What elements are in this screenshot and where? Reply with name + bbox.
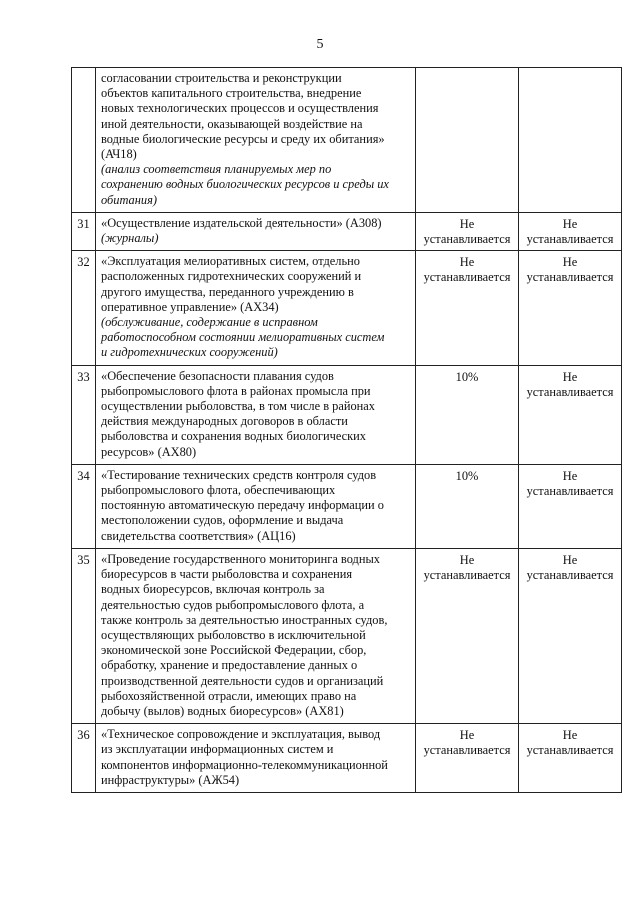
- description-line: «Осуществление издательской деятельности» (А308): [101, 215, 382, 230]
- value-column-2: Не устанавливается: [519, 251, 622, 365]
- description-line: «Эксплуатация мелиоративных систем, отдельно: [101, 254, 360, 269]
- description-line: также контроль за деятельностью иностранных судов,: [101, 612, 388, 627]
- value-column-2: Не устанавливается: [519, 365, 622, 464]
- description-note-line: (журналы): [101, 231, 159, 246]
- value-column-1: Не устанавливается: [416, 548, 519, 723]
- description-line: объектов капитального строительства, внедрение: [101, 86, 362, 101]
- table-row: [72, 464, 622, 548]
- value-column-1: 10%: [416, 365, 519, 464]
- description-note-line: обитания): [101, 192, 157, 207]
- description-line: рыбохозяйственной отрасли, имеющих право на: [101, 688, 357, 703]
- description-line: «Тестирование технических средств контроля судов: [101, 467, 377, 482]
- table-row: [72, 548, 622, 723]
- row-number: 33: [72, 365, 96, 464]
- description-line: постоянную автоматическую передачу информации о: [101, 498, 384, 513]
- row-description: [96, 464, 416, 548]
- row-description: [96, 548, 416, 723]
- description-line: производственной деятельности судов и организаций: [101, 673, 384, 688]
- row-number: 34: [72, 464, 96, 548]
- table-row: [72, 68, 622, 213]
- description-line: иной деятельности, оказывающей воздействие на: [101, 116, 363, 131]
- document-table: [71, 67, 622, 793]
- description-line: биоресурсов в части рыболовства и сохранения: [101, 567, 353, 582]
- value-column-1: [416, 68, 519, 213]
- description-line: из эксплуатации информационных систем и: [101, 742, 334, 757]
- row-description: [96, 365, 416, 464]
- row-description: [96, 724, 416, 793]
- value-column-2: Не устанавливается: [519, 548, 622, 723]
- description-line: компонентов информационно-телекоммуникационной: [101, 757, 388, 772]
- description-line: добычу (вылов) водных биоресурсов» (АХ81): [101, 703, 344, 718]
- description-line: действия международных договоров в области: [101, 414, 348, 429]
- description-note-line: работоспособном состоянии мелиоративных систем: [101, 330, 385, 345]
- description-line: осуществлении рыболовства, в том числе в районах: [101, 399, 376, 414]
- description-line: «Проведение государственного мониторинга водных: [101, 551, 380, 566]
- row-number: 36: [72, 724, 96, 793]
- value-column-1: Не устанавливается: [416, 212, 519, 250]
- description-line: водные биологические ресурсы и среду их обитания»: [101, 131, 385, 146]
- value-column-1: Не устанавливается: [416, 724, 519, 793]
- description-note-line: (обслуживание, содержание в исправном: [101, 315, 318, 330]
- table-row: [72, 724, 622, 793]
- row-number: 35: [72, 548, 96, 723]
- value-column-1: 10%: [416, 464, 519, 548]
- value-column-1: Не устанавливается: [416, 251, 519, 365]
- description-line: другого имущества, переданного учреждению в: [101, 284, 354, 299]
- description-line: ресурсов» (АХ80): [101, 444, 197, 459]
- value-column-2: Не устанавливается: [519, 724, 622, 793]
- description-line: осуществляющих рыболовство в исключительной: [101, 627, 366, 642]
- description-line: рыбопромыслового флота, обеспечивающих: [101, 483, 336, 498]
- value-column-2: [519, 68, 622, 213]
- description-line: обработку, хранение и предоставление данных о: [101, 658, 358, 673]
- description-line: деятельностью судов рыбопромыслового флота, а: [101, 597, 365, 612]
- description-line: рыбопромыслового флота в районах промысла при: [101, 383, 371, 398]
- description-line: экономической зоне Российской Федерации, сбор,: [101, 643, 367, 658]
- description-line: свидетельства соответствия» (АЦ16): [101, 528, 296, 543]
- value-column-2: Не устанавливается: [519, 464, 622, 548]
- table-row: [72, 251, 622, 365]
- description-line: (АЧ18): [101, 147, 137, 162]
- page-number: 5: [316, 37, 324, 52]
- description-line: рыболовства и сохранения водных биологических: [101, 429, 367, 444]
- description-line: «Обеспечение безопасности плавания судов: [101, 368, 334, 383]
- description-line: согласовании строительства и реконструкции: [101, 71, 342, 85]
- table-row: [72, 212, 622, 250]
- description-line: инфраструктуры» (АЖ54): [101, 772, 240, 787]
- row-description: [96, 251, 416, 365]
- description-line: «Техническое сопровождение и эксплуатация, вывод: [101, 727, 381, 742]
- description-line: местоположении судов, оформление и выдача: [101, 513, 344, 528]
- description-line: водных биоресурсов, включая контроль за: [101, 582, 325, 597]
- description-line: расположенных гидротехнических сооружений и: [101, 269, 362, 284]
- row-description: [96, 212, 416, 250]
- description-note-line: и гидротехнических сооружений): [101, 345, 278, 360]
- description-line: новых технологических процессов и осуществления: [101, 101, 379, 116]
- description-note-line: (анализ соответствия планируемых мер по: [101, 162, 332, 177]
- table-row: [72, 365, 622, 464]
- row-number: 31: [72, 212, 96, 250]
- value-column-2: Не устанавливается: [519, 212, 622, 250]
- row-description: [96, 68, 416, 213]
- description-line: оперативное управление» (АХ34): [101, 299, 279, 314]
- description-note-line: сохранению водных биологических ресурсов и среды их: [101, 177, 389, 192]
- row-number: [72, 68, 96, 213]
- row-number: 32: [72, 251, 96, 365]
- table-body: [72, 68, 622, 793]
